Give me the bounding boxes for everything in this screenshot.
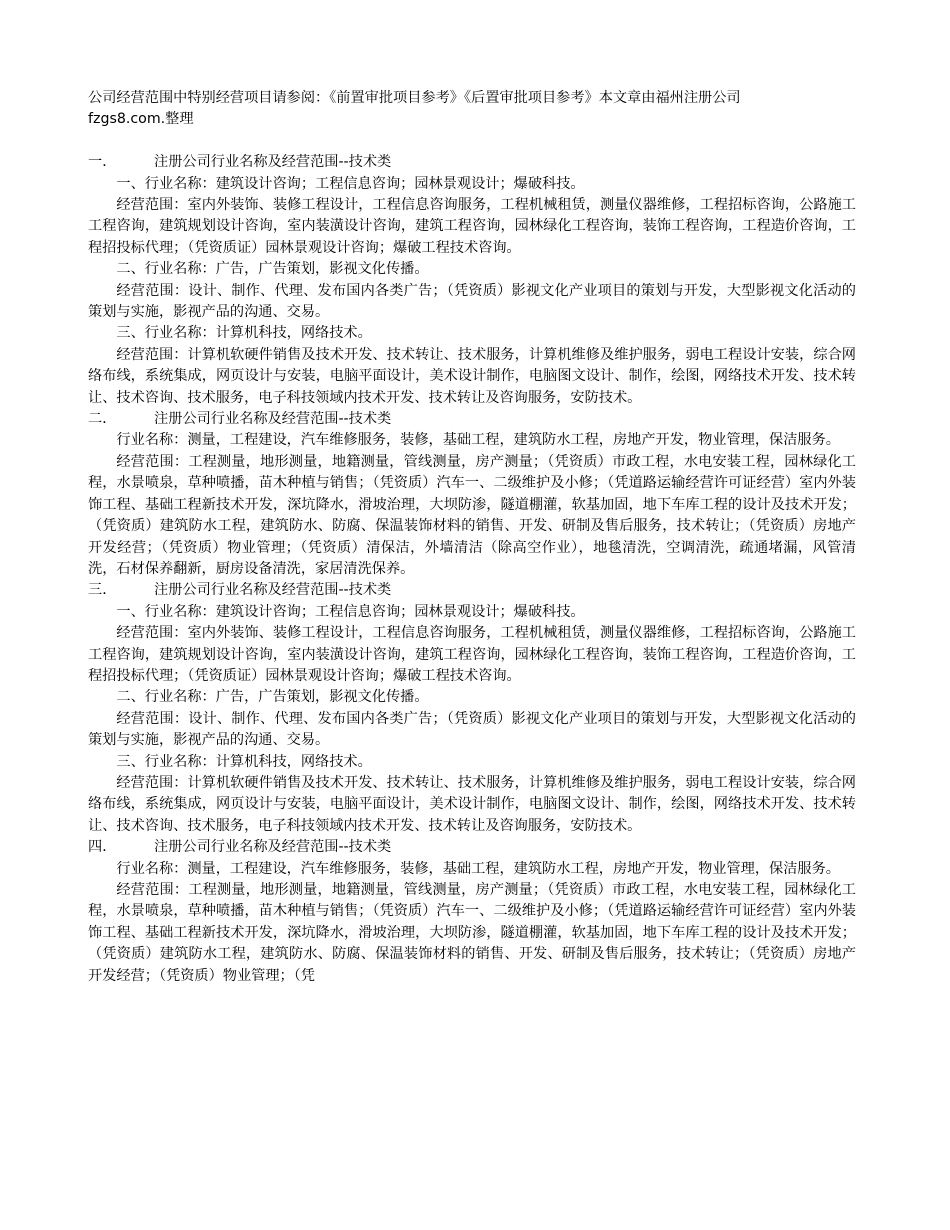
- industry-name: 一、行业名称：建筑设计咨询；工程信息咨询；园林景观设计；爆破科技。: [116, 175, 585, 192]
- section-number: 二．: [88, 411, 117, 428]
- intro-line-2: fzgs8.com.整理: [88, 111, 194, 128]
- section-number: 三．: [88, 582, 117, 599]
- section-title: 注册公司行业名称及经营范围--技术类: [154, 839, 392, 856]
- industry-name: 三、行业名称：计算机科技，网络技术。: [116, 753, 372, 770]
- industry-name: 二、行业名称：广告，广告策划，影视文化传播。: [116, 689, 429, 706]
- business-scope: 经营范围：设计、制作、代理、发布国内各类广告；（凭资质）影视文化产业项目的策划与开发，大型影视文化活动的策划与实施，影视产品的沟通、交易。: [88, 710, 856, 749]
- section-heading: [88, 409, 856, 430]
- section-title: 注册公司行业名称及经营范围--技术类: [154, 154, 392, 171]
- business-scope: 经营范围：工程测量，地形测量，地籍测量，管线测量，房产测量；（凭资质）市政工程，水电安装工程，园林绿化工程，水景喷泉，草种喷播，苗木种植与销售；（凭资质）汽车一、二级维护及小修；（凭道路运输经营许可证经营）室内外装饰工程、基础工程新技术开发，深坑降水，滑坡治理，大坝防渗，隧道棚灌，软基加固，地下车库工程的设计及技术开发；（凭资质）建筑防水工程，建筑防水、防腐、保温装饰材料的销售、开发、研制及售后服务，技术转让；（凭资质）房地产开发经营；（凭资质）物业管理；（凭: [88, 882, 856, 984]
- section-title: 注册公司行业名称及经营范围--技术类: [154, 582, 392, 599]
- industry-name: 行业名称：测量，工程建设，汽车维修服务，装修，基础工程，建筑防水工程，房地产开发，物业管理，保洁服务。: [116, 432, 840, 449]
- section-heading: [88, 837, 856, 858]
- industry-name: 行业名称：测量，工程建设，汽车维修服务，装修，基础工程，建筑防水工程，房地产开发，物业管理，保洁服务。: [116, 860, 840, 877]
- industry-name: 三、行业名称：计算机科技，网络技术。: [116, 325, 372, 342]
- industry-name: 一、行业名称：建筑设计咨询；工程信息咨询；园林景观设计；爆破科技。: [116, 603, 585, 620]
- section-3: [88, 580, 856, 837]
- business-scope: 经营范围：计算机软硬件销售及技术开发、技术转让、技术服务，计算机维修及维护服务，弱电工程设计安装，综合网络布线，系统集成，网页设计与安装，电脑平面设计，美术设计制作，电脑图文设计、制作，绘图，网络技术开发、技术转让、技术咨询、技术服务，电子科技领域内技术开发、技术转让及咨询服务，安防技术。: [88, 346, 856, 406]
- section-number: 一．: [88, 154, 117, 171]
- business-scope: 经营范围：室内外装饰、装修工程设计，工程信息咨询服务，工程机械租赁，测量仪器维修，工程招标咨询，公路施工工程咨询，建筑规划设计咨询，室内装潢设计咨询，建筑工程咨询，园林绿化工程咨询，装饰工程咨询，工程造价咨询，工程招投标代理；（凭资质证）园林景观设计咨询；爆破工程技术咨询。: [88, 625, 856, 684]
- industry-name: 二、行业名称：广告，广告策划，影视文化传播。: [116, 261, 429, 278]
- business-scope: 经营范围：室内外装饰、装修工程设计，工程信息咨询服务，工程机械租赁，测量仪器维修，工程招标咨询，公路施工工程咨询，建筑规划设计咨询，室内装潢设计咨询，建筑工程咨询，园林绿化工程咨询，装饰工程咨询，工程造价咨询，工程招投标代理；（凭资质证）园林景观设计咨询；爆破工程技术咨询。: [88, 197, 856, 256]
- business-scope: 经营范围：计算机软硬件销售及技术开发、技术转让、技术服务，计算机维修及维护服务，弱电工程设计安装，综合网络布线，系统集成，网页设计与安装，电脑平面设计，美术设计制作，电脑图文设计、制作，绘图，网络技术开发、技术转让、技术咨询、技术服务，电子科技领域内技术开发、技术转让及咨询服务，安防技术。: [88, 774, 856, 834]
- section-1: [88, 152, 856, 409]
- blank-line: [88, 131, 856, 152]
- section-heading: [88, 152, 856, 173]
- section-title: 注册公司行业名称及经营范围--技术类: [154, 411, 392, 428]
- intro-line-1: 公司经营范围中特别经营项目请参阅：《前置审批项目参考》《后置审批项目参考》本文章由福州注册公司: [88, 90, 741, 106]
- section-number: 四．: [88, 839, 117, 856]
- business-scope: 经营范围：工程测量，地形测量，地籍测量，管线测量，房产测量；（凭资质）市政工程，水电安装工程，园林绿化工程，水景喷泉，草种喷播，苗木种植与销售；（凭资质）汽车一、二级维护及小修；（凭道路运输经营许可证经营）室内外装饰工程、基础工程新技术开发，深坑降水，滑坡治理，大坝防渗，隧道棚灌，软基加固，地下车库工程的设计及技术开发；（凭资质）建筑防水工程，建筑防水、防腐、保温装饰材料的销售、开发、研制及售后服务，技术转让；（凭资质）房地产开发经营；（凭资质）物业管理；（凭资质）清保洁，外墙清洁（除高空作业），地毯清洗，空调清洗，疏通堵漏，风管清洗，石材保养翻新，厨房设备清洗，家居清洗保养。: [88, 453, 856, 577]
- section-4: [88, 837, 856, 987]
- document-page: [88, 88, 856, 987]
- section-heading: [88, 580, 856, 601]
- section-2: [88, 409, 856, 580]
- business-scope: 经营范围：设计、制作、代理、发布国内各类广告；（凭资质）影视文化产业项目的策划与开发，大型影视文化活动的策划与实施，影视产品的沟通、交易。: [88, 282, 856, 321]
